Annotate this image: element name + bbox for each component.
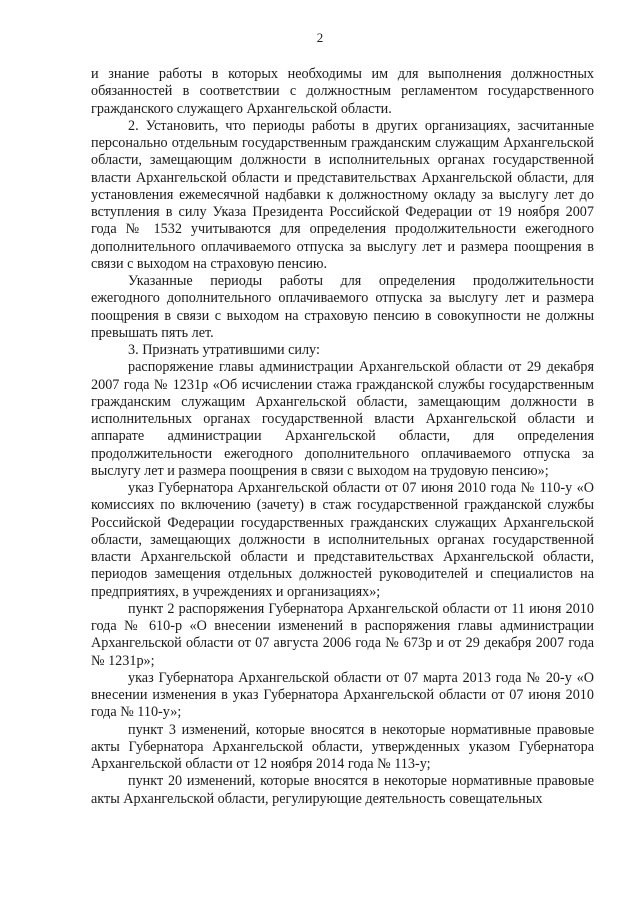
paragraph-repealed-decree-110u: указ Губернатора Архангельской области от 07 июня 2010 года № 110-у «О комиссиях по включению (зачету) в стаж государственной гражданской службы Российской Федерации государственных гражданских служащих Архангельской области, замещающих должности в исполнительных органах государственной власти Архангельской области и представительствах Архангельской области, периодов замещения отдельных должностей руководителей и специалистов на предприятиях, в учреждениях и организациях»; (91, 480, 594, 600)
paragraph-repealed-item-20: пункт 20 изменений, которые вносятся в некоторые нормативные правовые акты Архангельской области, регулирующие деятельность совещательных (91, 773, 594, 807)
paragraph-periods-limit: Указанные периоды работы для определения продолжительности ежегодного дополнительного оплачиваемого отпуска за выслугу лет и размера поощрения в связи с выходом на страховую пенсию в совокупности не должны превышать пять лет. (91, 273, 594, 341)
paragraph-repealed-order-1231r: распоряжение главы администрации Архангельской области от 29 декабря 2007 года № 1231р «Об исчислении стажа гражданской службы государственным гражданским служащим Архангельской области, замещающим должности в исполнительных органах государственной власти Архангельской области и аппарате администрации Архангельской области, для определения продолжительности ежегодного дополнительного оплачиваемого отпуска за выслугу лет и размера поощрения в связи с выходом на трудовую пенсию»; (91, 359, 594, 479)
document-body (91, 66, 594, 808)
paragraph-repealed-item-3: пункт 3 изменений, которые вносятся в некоторые нормативные правовые акты Губернатора Архангельской области, утвержденных указом Губернатора Архангельской области от 12 ноября 2014 года № 113-у; (91, 721, 594, 772)
page-number: 2 (316, 30, 324, 45)
paragraph-clause-3: 3. Признать утратившими силу: (128, 342, 320, 358)
paragraph-repealed-decree-20u: указ Губернатора Архангельской области от 07 марта 2013 года № 20-у «О внесении изменения в указ Губернатора Архангельской области от 07 июня 2010 года № 110-у»; (91, 669, 594, 721)
paragraph-repealed-order-610r: пункт 2 распоряжения Губернатора Архангельской области от 11 июня 2010 года № 610-р «О внесении изменений в распоряжения главы администрации Архангельской области от 07 августа 2006 года № 673р и от 29 декабря 2007 года № 1231р»; (91, 600, 594, 669)
paragraph-continuation: и знание работы в которых необходимы им для выполнения должностных обязанностей в соответствии с должностным регламентом государственного гражданского служащего Архангельской области. (91, 66, 594, 117)
paragraph-clause-2: 2. Установить, что периоды работы в других организациях, засчитанные персонально отдельным государственным гражданским служащим Архангельской области, замещающим должности в исполнительных органах государственной власти Архангельской области и представительствах Архангельской области, для установления ежемесячной надбавки к должностному окладу за выслугу лет до вступления в силу Указа Президента Российской Федерации от 19 ноября 2007 года № 1532 учитываются для определения продолжительности ежегодного дополнительного оплачиваемого отпуска за выслугу лет и размера поощрения в связи с выходом на страховую пенсию. (91, 117, 594, 272)
